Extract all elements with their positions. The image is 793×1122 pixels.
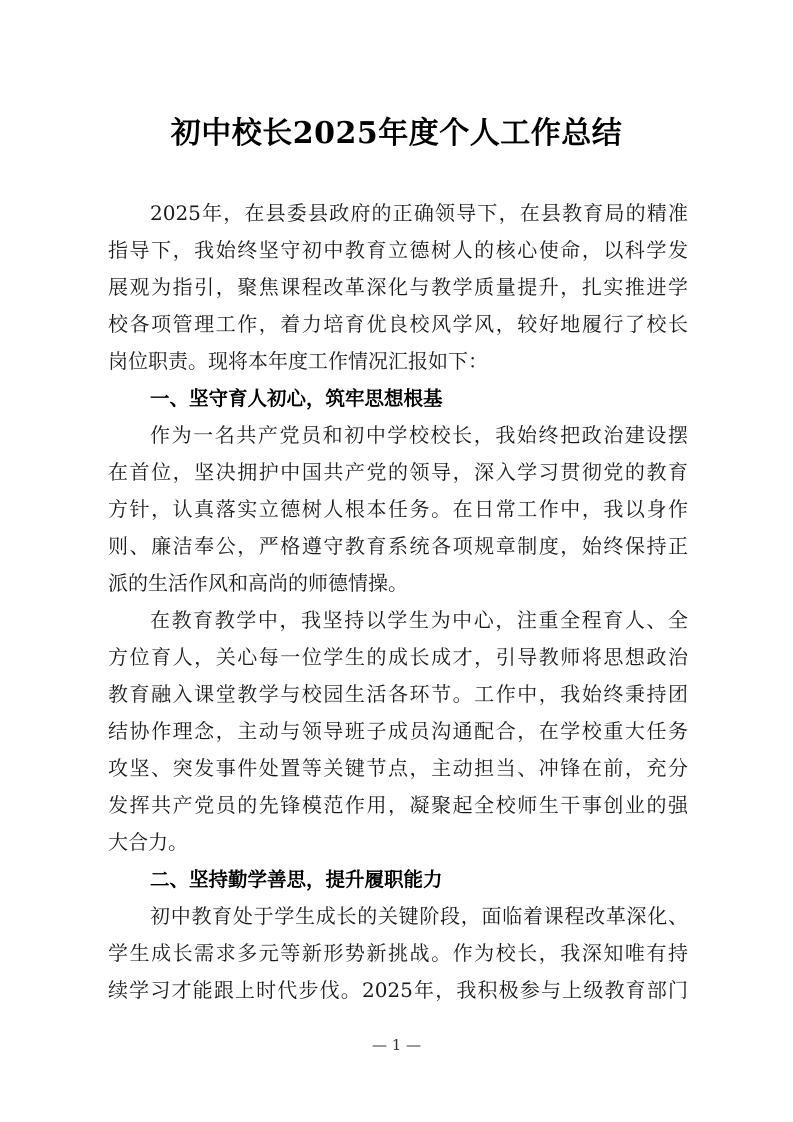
body-text-line: 展观为指引，聚焦课程改革深化与教学质量提升，扎实推进学 xyxy=(108,275,688,299)
section-heading: 一、坚守育人初心，筑牢思想根基 xyxy=(150,387,443,410)
body-text-line: 校各项管理工作，着力培育优良校风学风，较好地履行了校长 xyxy=(108,312,688,336)
page-number: — 1 — xyxy=(371,1036,422,1054)
body-text-line: 续学习才能跟上时代步伐。2025年，我积极参与上级教育部门 xyxy=(108,978,688,1002)
body-text-line: 教育融入课堂教学与校园生活各环节。工作中，我始终秉持团 xyxy=(108,682,688,706)
body-text-line: 指导下，我始终坚守初中教育立德树人的核心使命，以科学发 xyxy=(108,238,688,262)
paragraph-last-line: 派的生活作风和高尚的师德情操。 xyxy=(108,571,408,595)
paragraph-last-line: 大合力。 xyxy=(108,830,188,854)
body-text-line: 方针，认真落实立德树人根本任务。在日常工作中，我以身作 xyxy=(108,497,688,521)
document-title: 初中校长2025年度个人工作总结 xyxy=(170,116,623,151)
body-text-line: 则、廉洁奉公，严格遵守教育系统各项规章制度，始终保持正 xyxy=(108,534,688,558)
document-body xyxy=(108,195,688,1009)
paragraph-first-line: 2025年，在县委县政府的正确领导下，在县教育局的精准 xyxy=(150,201,688,225)
body-text-line: 发挥共产党员的先锋模范作用，凝聚起全校师生干事创业的强 xyxy=(108,793,688,817)
body-text-line: 结协作理念，主动与领导班子成员沟通配合，在学校重大任务 xyxy=(108,719,688,743)
section-heading: 二、坚持勤学善思，提升履职能力 xyxy=(150,868,443,891)
paragraph-first-line: 初中教育处于学生成长的关键阶段，面临着课程改革深化、 xyxy=(150,904,688,928)
paragraph-last-line: 岗位职责。现将本年度工作情况汇报如下： xyxy=(108,349,488,373)
body-text-line: 攻坚、突发事件处置等关键节点，主动担当、冲锋在前，充分 xyxy=(108,756,688,780)
body-text-line: 在首位，坚决拥护中国共产党的领导，深入学习贯彻党的教育 xyxy=(108,460,688,484)
paragraph-first-line: 作为一名共产党员和初中学校校长，我始终把政治建设摆 xyxy=(150,423,688,447)
body-text-line: 方位育人，关心每一位学生的成长成才，引导教师将思想政治 xyxy=(108,645,688,669)
body-text-line: 学生成长需求多元等新形势新挑战。作为校长，我深知唯有持 xyxy=(108,941,688,965)
paragraph-first-line: 在教育教学中，我坚持以学生为中心，注重全程育人、全 xyxy=(150,608,688,632)
